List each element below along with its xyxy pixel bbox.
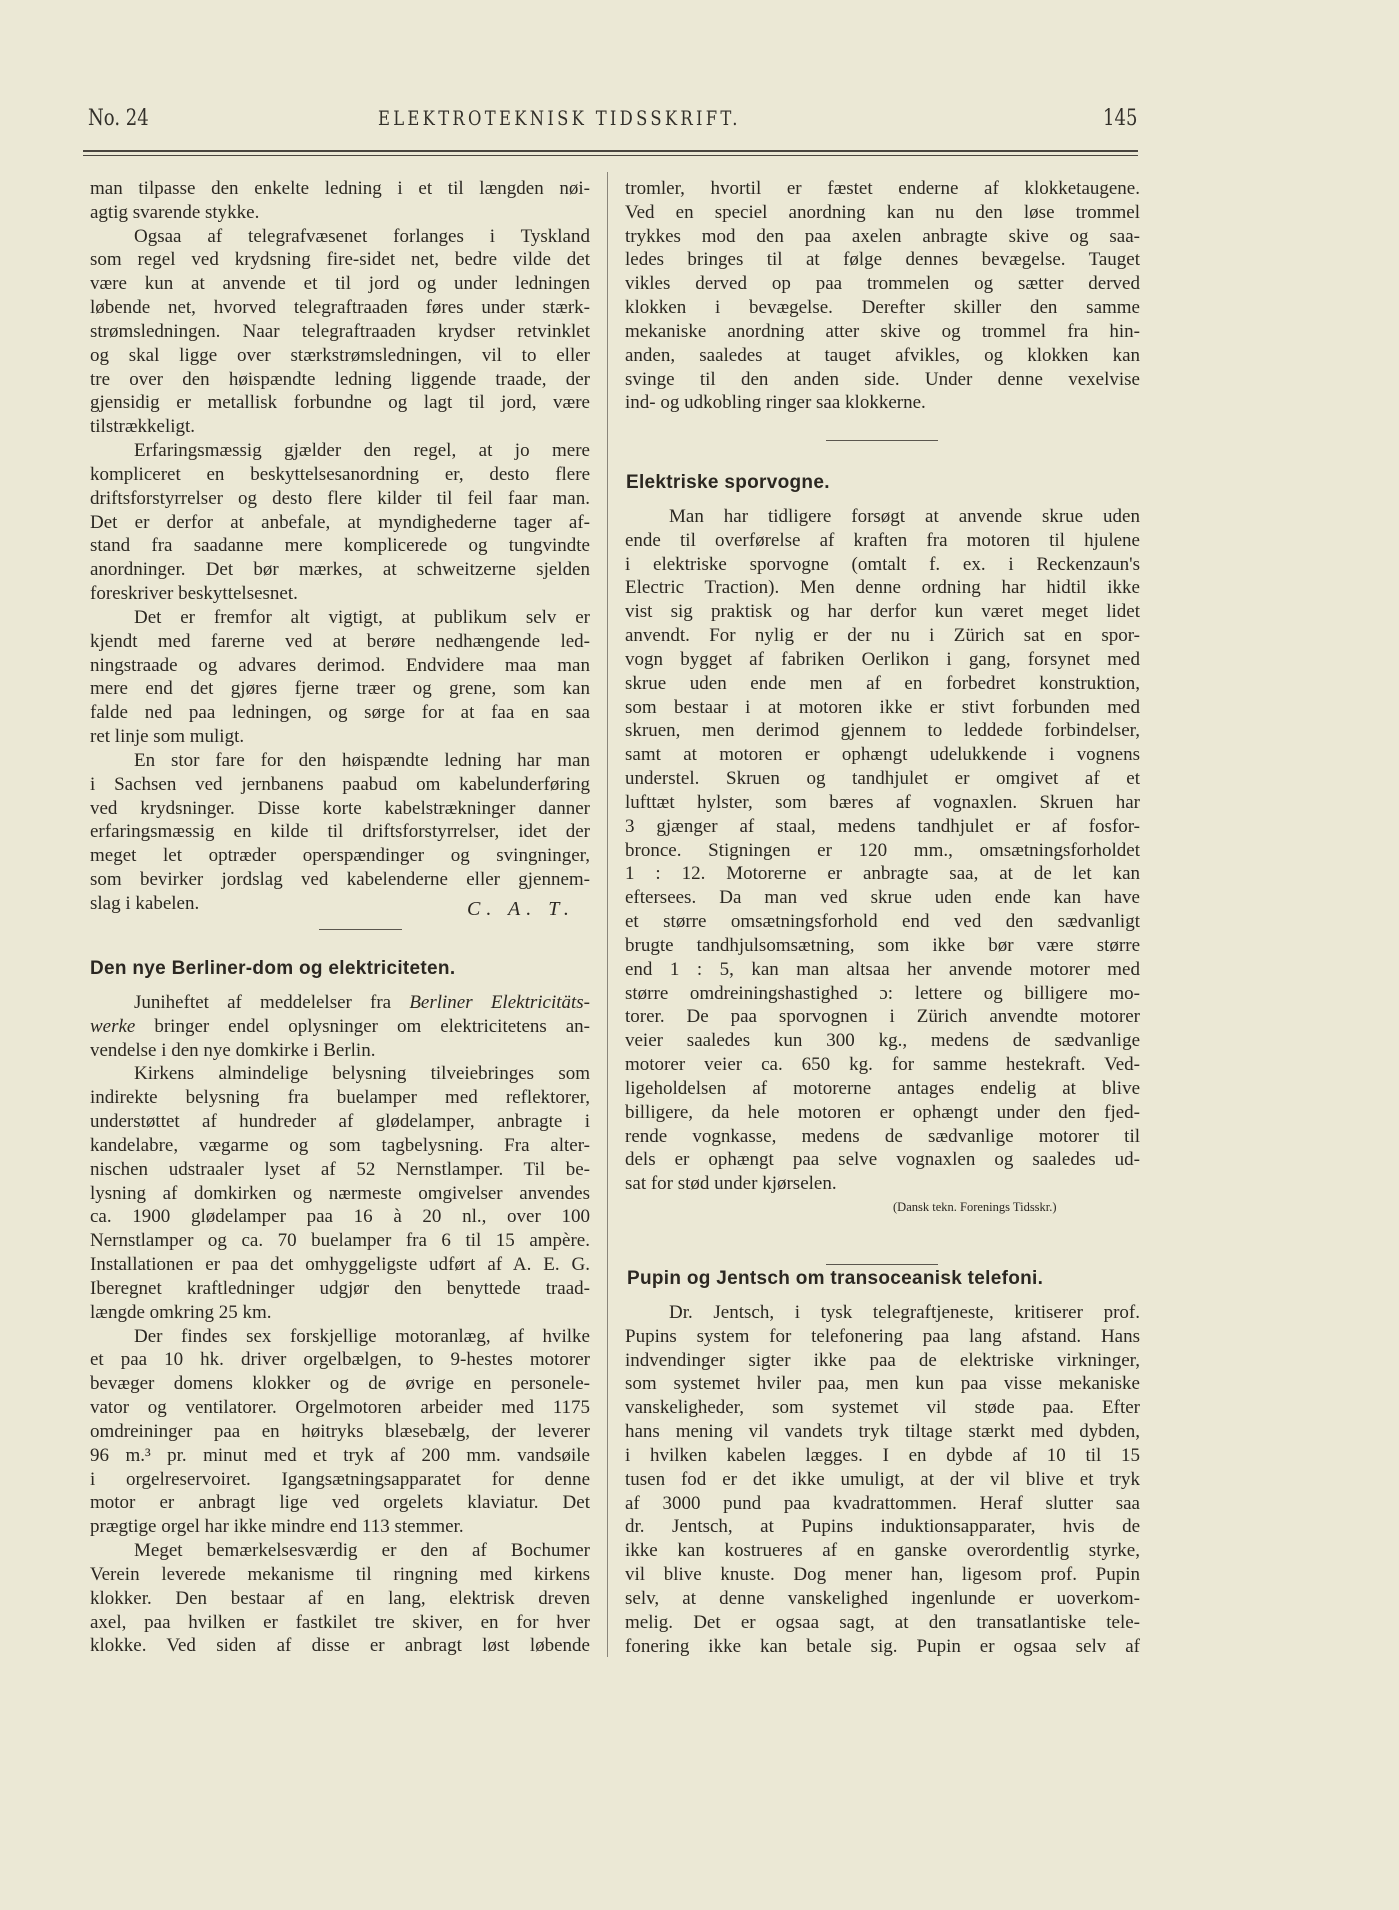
text-line: anden, saaledes at tauget afvikles, og klokken kan (625, 344, 1140, 366)
text-line: løbende net, hvorved telegraftraaden føres under stærk- (90, 297, 590, 319)
text-line: ikke kan kostrueres af en ganske overordentlig styrke, (625, 1540, 1140, 1562)
paragraph (90, 1325, 590, 1539)
journal-title: ELEKTROTEKNISK TIDSSKRIFT. (378, 106, 741, 130)
source-citation: (Dansk tekn. Forenings Tidsskr.) (893, 1200, 1057, 1214)
text-line: rende vognkasse, medens de sædvanlige motorer til (625, 1125, 1140, 1147)
text-line: mere end det gjøres fjerne træer og grene, som kan (90, 678, 590, 700)
text-line: klokker. Den bestaar af en lang, elektrisk dreven (90, 1587, 590, 1609)
text-line: Meget bemærkelsesværdig er den af Bochumer (134, 1540, 590, 1562)
text-segment: bringer endel oplysninger om elektricitetens an- (135, 1015, 590, 1037)
text-line: motor er anbragt lige ved orgelets klaviatur. Det (90, 1492, 590, 1514)
text-line: et paa 10 hk. driver orgelbælgen, to 9-hestes motorer (90, 1349, 590, 1371)
text-line: skrue uden ende men af en forbedret konstruktion, (625, 672, 1140, 694)
text-line: end 1 : 5, kan man altsaa her anvende motorer med (625, 958, 1140, 980)
text-line: driftsforstyrrelser og desto flere kilder til feil faar man. (90, 487, 590, 509)
text-line: indvendinger sigter ikke paa de elektriske virkninger, (625, 1349, 1140, 1371)
text-line: bronce. Stigningen er 120 mm., omsætningsforholdet (625, 839, 1140, 861)
text-line: vist sig praktisk og har derfor kun været meget lidet (625, 601, 1140, 623)
text-line: ledes bringes til at følge dennes bevægelse. Tauget (625, 249, 1140, 271)
section-rule (319, 929, 402, 930)
column-divider (607, 172, 608, 1657)
text-line: og skal ligge over stærkstrømsledningen, vil to eller (90, 344, 590, 366)
text-line: ved krydsninger. Disse korte kabelstrækninger danner (90, 797, 590, 819)
text-line: som regel ved krydsning fire-sidet net, bedre vilde det (90, 249, 590, 271)
section-rule (826, 1264, 938, 1265)
text-line: meget let optræder operspændinger og svingninger, (90, 845, 590, 867)
text-line: vator og ventilatorer. Orgelmotoren arbeider med 1175 (90, 1397, 590, 1419)
left-article-continuation (90, 177, 590, 916)
text-line: En stor fare for den høispændte ledning har man (134, 749, 590, 771)
header-rule (83, 150, 1138, 152)
text-line: Kirkens almindelige belysning tilveiebringes som (134, 1063, 590, 1085)
paragraph (90, 991, 590, 1062)
text-line: som bevirker jordslag ved kabelenderne eller gjennem- (90, 869, 590, 891)
text-line: Installationen er paa det omhyggeligste udført af A. E. G. (90, 1254, 590, 1276)
text-line: melig. Det er ogsaa sagt, at den transatlantiske tele- (625, 1611, 1140, 1633)
italic-text: Berliner Elektricitäts- (409, 992, 591, 1013)
text-line: Iberegnet kraftledninger udgjør den benyttede traad- (90, 1277, 590, 1299)
italic-text: werke (90, 1015, 136, 1037)
text-line: strømsledningen. Naar telegraftraaden krydser retvinklet (90, 320, 590, 342)
paragraph (625, 177, 1140, 415)
text-line: hans mening vil vandets tryk tiltage stærkt med dybden, (625, 1421, 1140, 1443)
text-line: Erfaringsmæssig gjælder den regel, at jo mere (134, 440, 590, 462)
text-line: ret linje som muligt. (90, 726, 245, 748)
text-line: skruen, men derimod gjennem to leddede forbindelser, (625, 720, 1140, 742)
text-line: Pupins system for telefonering paa lang afstand. Hans (625, 1325, 1140, 1347)
paragraph (90, 225, 590, 439)
text-line: Ogsaa af telegrafvæsenet forlanges i Tyskland (134, 225, 590, 247)
text-line: mekaniske anordning atter skive og trommel fra hin- (625, 320, 1140, 342)
text-line: tilstrækkeligt. (90, 416, 196, 438)
page-number: 145 (1103, 106, 1138, 131)
text-line: billigere, da hele motoren er ophængt under den fjed- (625, 1101, 1140, 1123)
text-line: slag i kabelen. (90, 892, 200, 914)
text-line: tusen fod er det ikke umuligt, at der vil blive et tryk (625, 1468, 1140, 1490)
issue-number: No. 24 (88, 106, 149, 131)
text-line: klokke. Ved siden af disse er anbragt løst løbende (90, 1635, 590, 1657)
text-line: brugte tandhjulsomsætning, som ikke bør være større (625, 934, 1140, 956)
paragraph (90, 177, 590, 225)
text-line (90, 1015, 590, 1039)
text-line: omdreininger paa en høitryks blæsebælg, der leverer (90, 1420, 590, 1442)
text-line: tre over den høispændte ledning liggende traade, der (90, 368, 590, 390)
text-line: eftersees. Da man ved skrue uden ende kan have (625, 887, 1140, 909)
paragraph (90, 749, 590, 916)
text-line: stand fra saadanne mere komplicerede og tungvindte (90, 535, 590, 557)
text-line: lufttæt hylster, som bæres af vognaxlen. Skruen har (625, 791, 1140, 813)
text-line: 1 : 12. Motorerne er anbragte saa, at de let kan (625, 863, 1140, 885)
text-line: dels er ophængt paa selve vognaxlen og saaledes ud- (625, 1149, 1140, 1171)
text-line: bevæger domens klokker og de øvrige en personele- (90, 1373, 590, 1395)
text-line: ca. 1900 glødelamper paa 16 à 20 nl., over 100 (90, 1206, 590, 1228)
text-line: motorer veier ca. 650 kg. for samme hestekraft. Ved- (625, 1054, 1140, 1076)
text-line: trykkes mod den paa axelen anbragte skive og saa- (625, 225, 1140, 247)
paragraph (625, 1301, 1140, 1658)
text-line: sat for stød under kjørselen. (625, 1173, 837, 1195)
text-line: vendelse i den nye domkirke i Berlin. (90, 1039, 376, 1061)
text-line: i orgelreservoiret. Igangsætningsapparatet for denne (90, 1468, 590, 1490)
text-line: kjendt med farerne ved at berøre nedhængende led- (90, 630, 590, 652)
right-article-continuation (625, 177, 1140, 415)
text-line: dr. Jentsch, at Pupins induktionsapparater, hvis de (625, 1516, 1140, 1538)
text-line: Dr. Jentsch, i tysk telegraftjeneste, kritiserer prof. (669, 1302, 1140, 1323)
text-line: svinge til den anden side. Under denne vexelvise (625, 368, 1140, 390)
text-line: agtig svarende stykke. (90, 201, 260, 223)
text-line: Nernstlamper og ca. 70 buelamper fra 6 til 15 ampère. (90, 1230, 590, 1252)
article-heading-berliner-dom: Den nye Berliner-dom og elektriciteten. (90, 958, 456, 979)
text-line: man tilpasse den enkelte ledning i et til længden nøi- (90, 178, 590, 199)
text-line: være kun at anvende et til jord og under ledningen (90, 273, 590, 295)
text-line: Der findes sex forskjellige motoranlæg, af hvilke (134, 1325, 590, 1347)
text-line: Electric Traction). Men denne ordning har hidtil ikke (625, 577, 1140, 599)
text-segment: Juniheftet af meddelelser fra (134, 992, 410, 1013)
text-line: ind- og udkobling ringer saa klokkerne. (625, 392, 926, 414)
text-line: vanskeligheder, som systemet vil støde paa. Efter (625, 1397, 1140, 1419)
author-signature: C. A. T. (467, 898, 575, 920)
text-line: understel. Skruen og tandhjulet er omgivet af et (625, 768, 1140, 790)
article-heading-pupin: Pupin og Jentsch om transoceanisk telefoni. (627, 1268, 1044, 1289)
text-line: erfaringsmæssig en kilde til driftsforstyrrelser, idet der (90, 821, 590, 843)
text-line: i Sachsen ved jernbanens paabud om kabelunderføring (90, 773, 590, 795)
text-line: Verein leverede mekanisme til ringning med kirkens (90, 1563, 590, 1585)
text-line: foreskriver beskyttelsesnet. (90, 583, 298, 605)
text-line: af 3000 pund paa kvadrattommen. Heraf slutter saa (625, 1492, 1140, 1514)
text-line: anvendt. For nylig er der nu i Zürich sat en spor- (625, 625, 1140, 647)
paragraph (90, 1539, 590, 1658)
text-line: fonering ikke kan betale sig. Pupin er ogsaa selv af (625, 1635, 1140, 1657)
text-line: axel, paa hvilken er fastkilet tre skiver, en for hver (90, 1611, 590, 1633)
text-line: klokken i bevægelse. Derefter skiller den samme (625, 297, 1140, 319)
text-line (90, 991, 590, 1015)
text-line: prægtige orgel har ikke mindre end 113 stemmer. (90, 1516, 464, 1538)
text-line: kandelabre, vægarme og som tagbelysning. Fra alter- (90, 1134, 590, 1156)
text-line: Det er fremfor alt vigtigt, at publikum selv er (134, 606, 590, 628)
text-line: torer. De paa sporvognen i Zürich anvendte motorer (625, 1006, 1140, 1028)
article-pupin-body (625, 1301, 1140, 1658)
text-line: indirekte belysning fra buelamper med reflektorer, (90, 1087, 590, 1109)
text-line: vogn bygget af fabriken Oerlikon i gang, forsynet med (625, 648, 1140, 670)
text-line: vil blive knuste. Dog mener han, ligesom prof. Pupin (625, 1564, 1140, 1586)
paragraph (625, 505, 1140, 1196)
text-line: selv, at denne vanskelighed ingenlunde er uoverkom- (625, 1587, 1140, 1609)
text-line: længde omkring 25 km. (90, 1301, 272, 1323)
text-line: i elektriske sporvogne (omtalt f. ex. i Reckenzaun's (625, 553, 1140, 575)
text-line: falde ned paa ledningen, og sørge for at faa en saa (90, 702, 590, 724)
text-line: Man har tidligere forsøgt at anvende skrue uden (669, 506, 1140, 527)
text-line: veier saaledes kun 300 kg., medens de sædvanlige (625, 1030, 1140, 1052)
text-line: 3 gjænger af staal, medens tandhjulet er af fosfor- (625, 815, 1140, 837)
text-line: ningstraade og advares derimod. Endvidere maa man (90, 654, 590, 676)
paragraph (90, 606, 590, 749)
text-line: et større omsætningsforhold end ved den sædvanligt (625, 911, 1140, 933)
text-line: 96 m.³ pr. minut med et tryk af 200 mm. vandsøile (90, 1444, 590, 1466)
text-line: gjensidig er metallisk forbundne og lagt til jord, være (90, 392, 590, 414)
article-berliner-dom-body (90, 991, 590, 1658)
text-line: ende til overførelse af kraften fra motoren til hjulene (625, 529, 1140, 551)
text-line: ligeholdelsen af motorerne antages endelig at blive (625, 1077, 1140, 1099)
text-line: kompliceret en beskyttelsesanordning er, desto flere (90, 463, 590, 485)
article-sporvogne-body (625, 505, 1140, 1196)
text-line: nischen udstraaler lyset af 52 Nernstlamper. Til be- (90, 1158, 590, 1180)
text-line: tromler, hvortil er fæstet enderne af klokketaugene. (625, 178, 1140, 199)
text-line: som bestaar i at motoren ikke er stivt forbunden med (625, 696, 1140, 718)
text-line: understøttet af hundreder af glødelamper, anbragte i (90, 1111, 590, 1133)
text-line: større omdreiningshastighed ɔ: lettere og billigere mo- (625, 982, 1140, 1004)
text-line: som systemet hviler paa, men kun paa visse mekaniske (625, 1373, 1140, 1395)
paragraph (90, 1062, 590, 1324)
text-line: lysning af domkirken og nærmeste omgivelser anvendes (90, 1182, 590, 1204)
text-line: anordninger. Det bør mærkes, at schweitzerne sjelden (90, 559, 590, 581)
text-line: samt at motoren er ophængt udelukkende i vognens (625, 744, 1140, 766)
section-rule (826, 440, 938, 441)
text-line: Ved en speciel anordning kan nu den løse trommel (625, 201, 1140, 223)
text-line: Det er derfor at anbefale, at myndighederne tager af- (90, 511, 590, 533)
text-line: vikles derved op paa trommelen og sætter derved (625, 273, 1140, 295)
header-rule-thin (83, 155, 1138, 156)
text-line: i hvilken kabelen lægges. I en dybde af 10 til 15 (625, 1444, 1140, 1466)
paragraph (90, 439, 590, 606)
article-heading-sporvogne: Elektriske sporvogne. (626, 472, 830, 493)
